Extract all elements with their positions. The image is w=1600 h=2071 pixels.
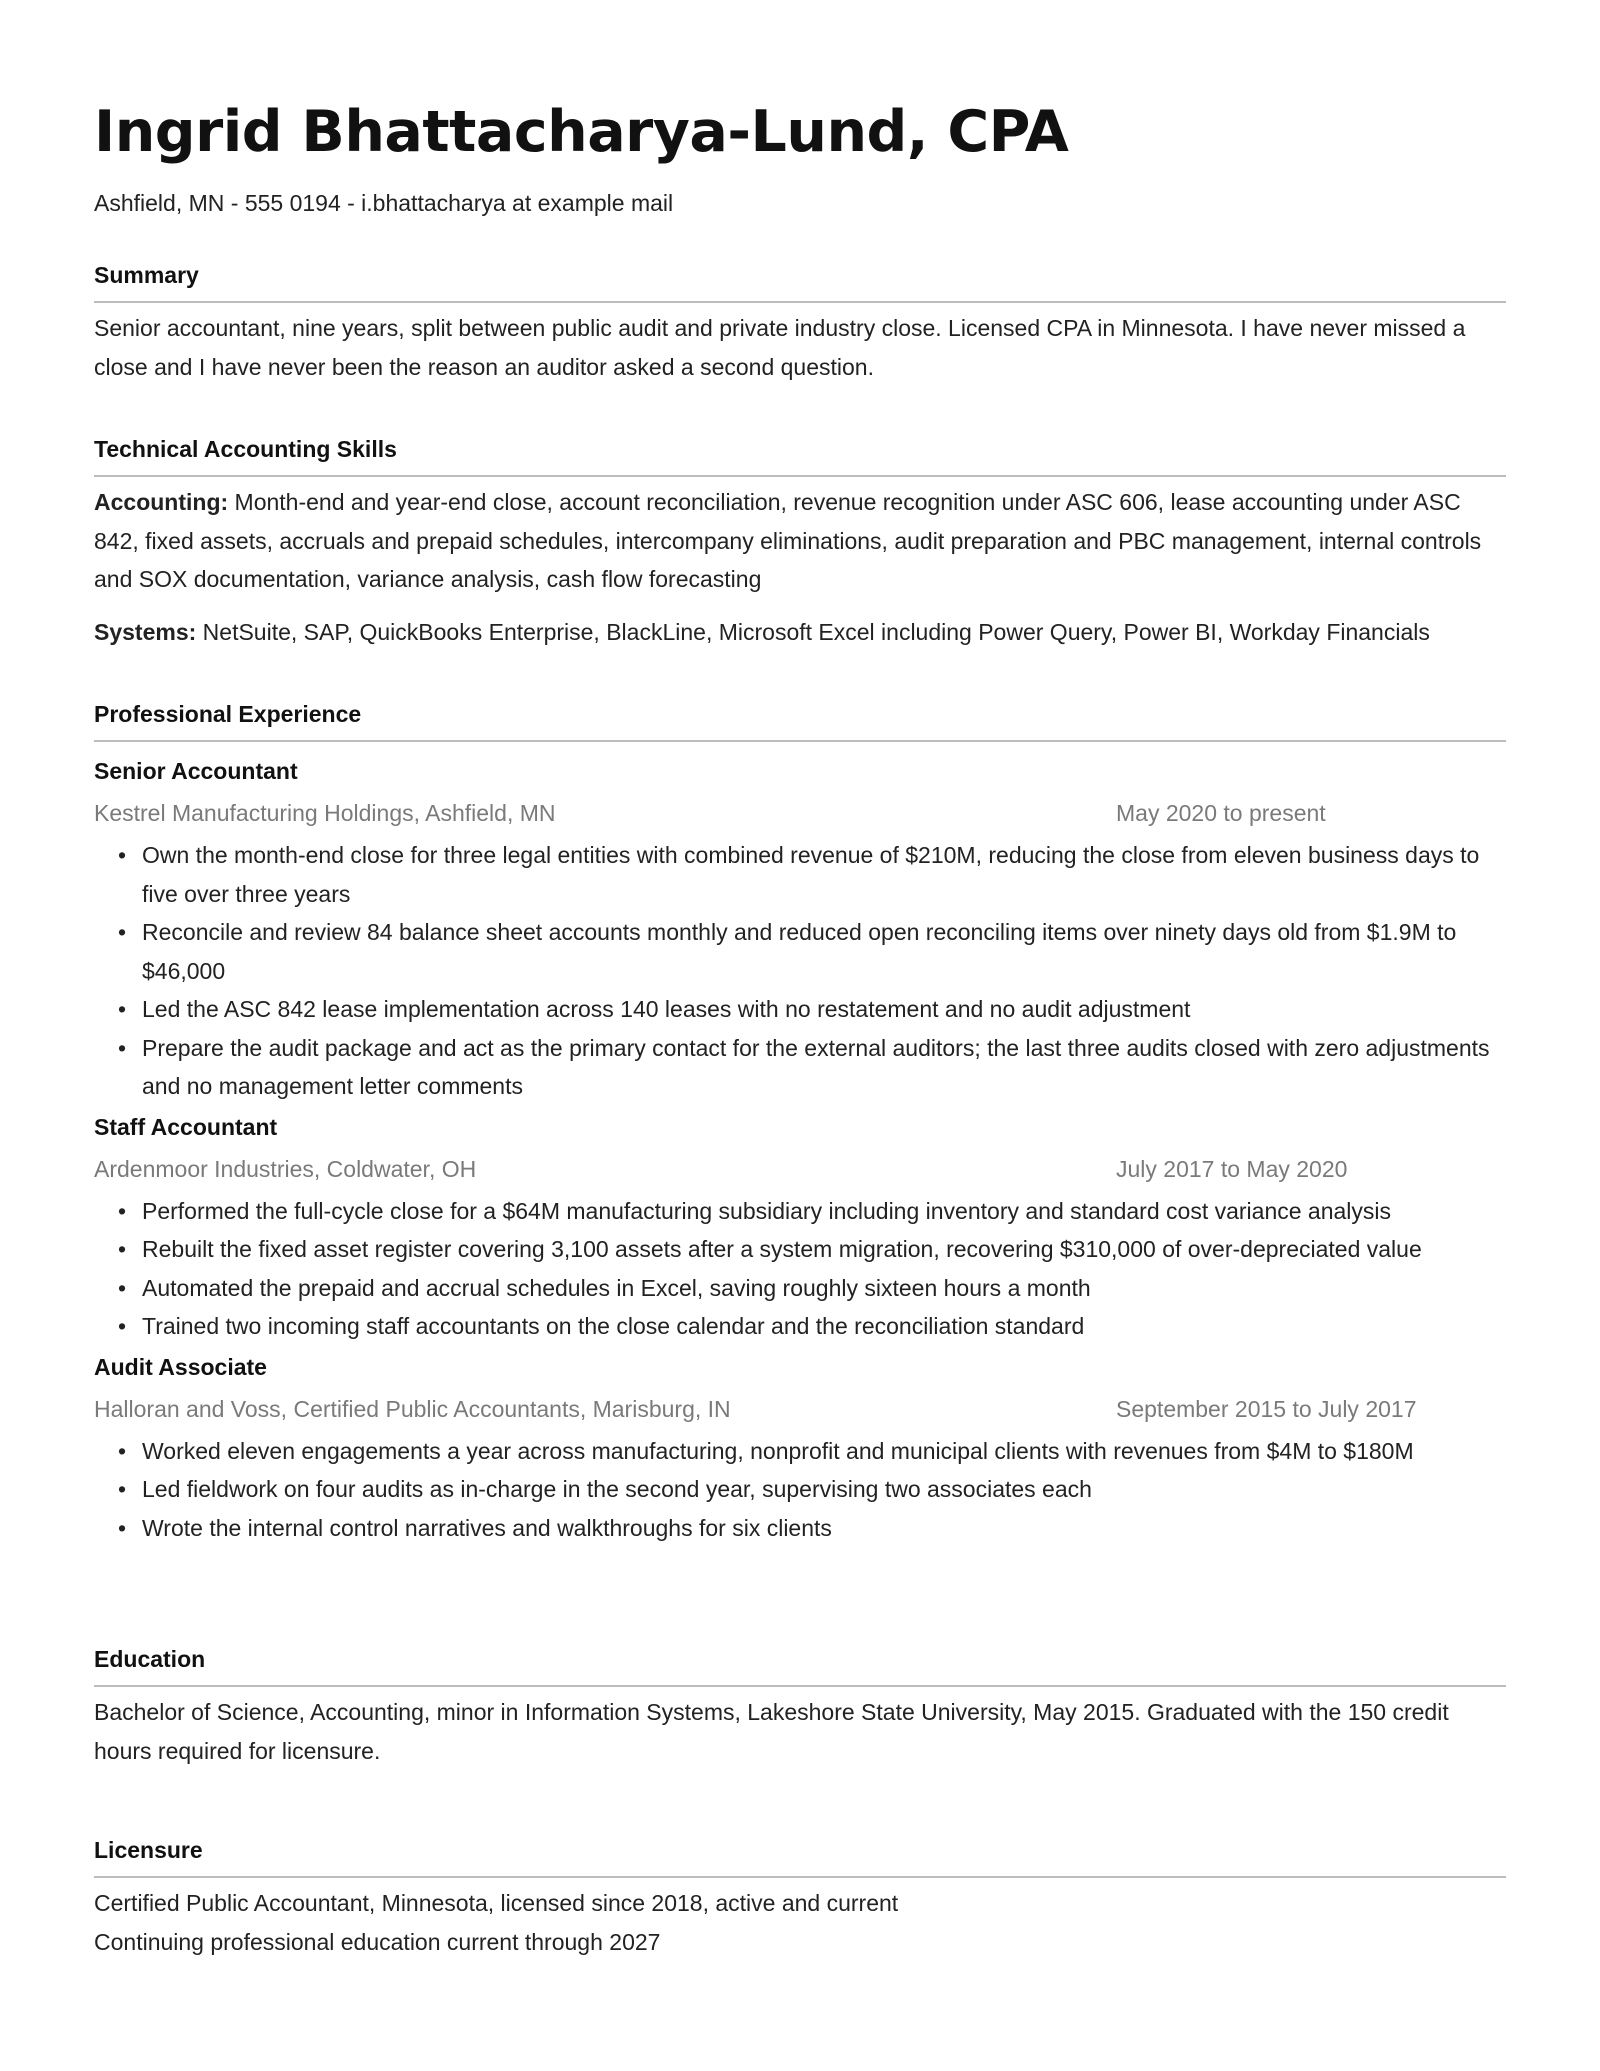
bullet-item bbox=[94, 1029, 1506, 1106]
company-name: Halloran and Voss, Certified Public Accountants, Marisburg, IN bbox=[94, 1395, 731, 1422]
bullet-icon: • bbox=[118, 919, 127, 945]
bullet-text: Own the month-end close for three legal entities with combined revenue of $210M, reducing the close from eleven business days to five over three years bbox=[142, 842, 1480, 907]
skills-section bbox=[94, 433, 1506, 651]
bullet-icon: • bbox=[118, 996, 127, 1022]
bullet-icon: • bbox=[118, 1274, 127, 1301]
bullet-item bbox=[94, 1269, 1506, 1308]
job-title: Senior Accountant bbox=[94, 758, 298, 784]
bullet-icon: • bbox=[118, 1437, 127, 1464]
job-entry bbox=[94, 754, 1506, 1106]
bullet-icon: • bbox=[118, 1514, 127, 1541]
bullet-icon: • bbox=[118, 1313, 127, 1339]
bullet-text: Worked eleven engagements a year across manufacturing, nonprofit and municipal clients with revenues from $4M to $180M bbox=[142, 1437, 1414, 1464]
skill-group-systems bbox=[94, 613, 1506, 652]
bullet-text: Trained two incoming staff accountants on the close calendar and the reconciliation standard bbox=[142, 1313, 1085, 1339]
skill-text: NetSuite, SAP, QuickBooks Enterprise, BlackLine, Microsoft Excel including Power Query, Power BI, Workday Financials bbox=[202, 618, 1430, 645]
section-divider bbox=[94, 1876, 1506, 1878]
section-heading: Education bbox=[94, 1646, 206, 1672]
company-name: Ardenmoor Industries, Coldwater, OH bbox=[94, 1155, 477, 1182]
bullet-item bbox=[94, 1307, 1506, 1346]
section-divider bbox=[94, 475, 1506, 477]
bullet-text: Rebuilt the fixed asset register covering 3,100 assets after a system migration, recovering $310,000 of over-depreciated value bbox=[142, 1236, 1422, 1262]
experience-section bbox=[94, 698, 1506, 1547]
bullet-item bbox=[94, 1432, 1506, 1471]
section-divider bbox=[94, 1685, 1506, 1687]
bullet-item bbox=[94, 836, 1506, 913]
job-entry bbox=[94, 1110, 1506, 1346]
job-dates: September 2015 to July 2017 bbox=[1116, 1395, 1417, 1422]
bullet-icon: • bbox=[118, 842, 127, 868]
bullet-text: Automated the prepaid and accrual schedules in Excel, saving roughly sixteen hours a month bbox=[142, 1274, 1091, 1301]
bullet-icon: • bbox=[118, 1476, 127, 1502]
section-heading: Technical Accounting Skills bbox=[94, 436, 397, 462]
bullet-icon: • bbox=[118, 1236, 127, 1262]
licensure-line: Continuing professional education current through 2027 bbox=[94, 1928, 661, 1955]
bullet-item bbox=[94, 1470, 1506, 1509]
bullet-item bbox=[94, 1509, 1506, 1548]
section-heading: Summary bbox=[94, 262, 199, 288]
job-meta bbox=[94, 794, 1506, 832]
skill-label: Accounting: bbox=[94, 489, 229, 515]
bullet-text: Prepare the audit package and act as the primary contact for the external auditors; the last three audits closed with zero adjustments and no management letter comments bbox=[142, 1034, 1490, 1099]
job-entry bbox=[94, 1350, 1506, 1548]
bullet-icon: • bbox=[118, 1034, 127, 1061]
bullet-icon: • bbox=[118, 1197, 127, 1224]
job-dates: July 2017 to May 2020 bbox=[1116, 1155, 1348, 1182]
licensure-section bbox=[94, 1834, 1506, 1961]
education-text: Bachelor of Science, Accounting, minor in Information Systems, Lakeshore State University, May 2015. Graduated with the 150 credit hours required for licensure. bbox=[94, 1699, 1449, 1764]
summary-text: Senior accountant, nine years, split between public audit and private industry close. Licensed CPA in Minnesota. I have never missed a close and I have never been the reason an auditor asked a second question. bbox=[94, 315, 1466, 380]
bullet-item bbox=[94, 913, 1506, 990]
summary-section bbox=[94, 259, 1506, 386]
job-bullets bbox=[94, 1432, 1506, 1548]
section-divider bbox=[94, 301, 1506, 303]
section-divider bbox=[94, 740, 1506, 742]
contact-line: Ashfield, MN - 555 0194 - i.bhattacharya at example mail bbox=[94, 190, 674, 216]
bullet-item bbox=[94, 990, 1506, 1029]
section-heading: Professional Experience bbox=[94, 701, 362, 727]
job-title: Audit Associate bbox=[94, 1353, 267, 1380]
company-name: Kestrel Manufacturing Holdings, Ashfield, MN bbox=[94, 800, 556, 826]
job-bullets bbox=[94, 836, 1506, 1106]
job-meta bbox=[94, 1150, 1506, 1188]
bullet-item bbox=[94, 1230, 1506, 1269]
section-heading: Licensure bbox=[94, 1837, 203, 1863]
licensure-line: Certified Public Accountant, Minnesota, licensed since 2018, active and current bbox=[94, 1890, 899, 1916]
bullet-text: Performed the full-cycle close for a $64M manufacturing subsidiary including inventory and standard cost variance analysis bbox=[142, 1197, 1392, 1224]
job-bullets bbox=[94, 1192, 1506, 1346]
job-meta bbox=[94, 1390, 1506, 1428]
skill-label: Systems: bbox=[94, 618, 197, 645]
candidate-name: Ingrid Bhattacharya-Lund, CPA bbox=[94, 99, 1069, 165]
skill-text: Month-end and year-end close, account reconciliation, revenue recognition under ASC 606, lease accounting under ASC 842, fixed assets, accruals and prepaid schedules, intercompany eliminations, audit preparation and PBC management, internal controls and SOX documentation, variance analysis, cash flow forecasting bbox=[94, 489, 1482, 592]
bullet-item bbox=[94, 1192, 1506, 1231]
bullet-text: Led fieldwork on four audits as in-charge in the second year, supervising two associates each bbox=[142, 1476, 1092, 1502]
job-dates: May 2020 to present bbox=[1116, 800, 1326, 826]
bullet-text: Wrote the internal control narratives and walkthroughs for six clients bbox=[142, 1514, 832, 1541]
skill-group-accounting bbox=[94, 483, 1506, 599]
bullet-text: Led the ASC 842 lease implementation across 140 leases with no restatement and no audit adjustment bbox=[142, 996, 1191, 1022]
job-title: Staff Accountant bbox=[94, 1113, 278, 1140]
bullet-text: Reconcile and review 84 balance sheet accounts monthly and reduced open reconciling items over ninety days old from $1.9M to $46,000 bbox=[142, 919, 1457, 984]
education-section bbox=[94, 1643, 1506, 1770]
